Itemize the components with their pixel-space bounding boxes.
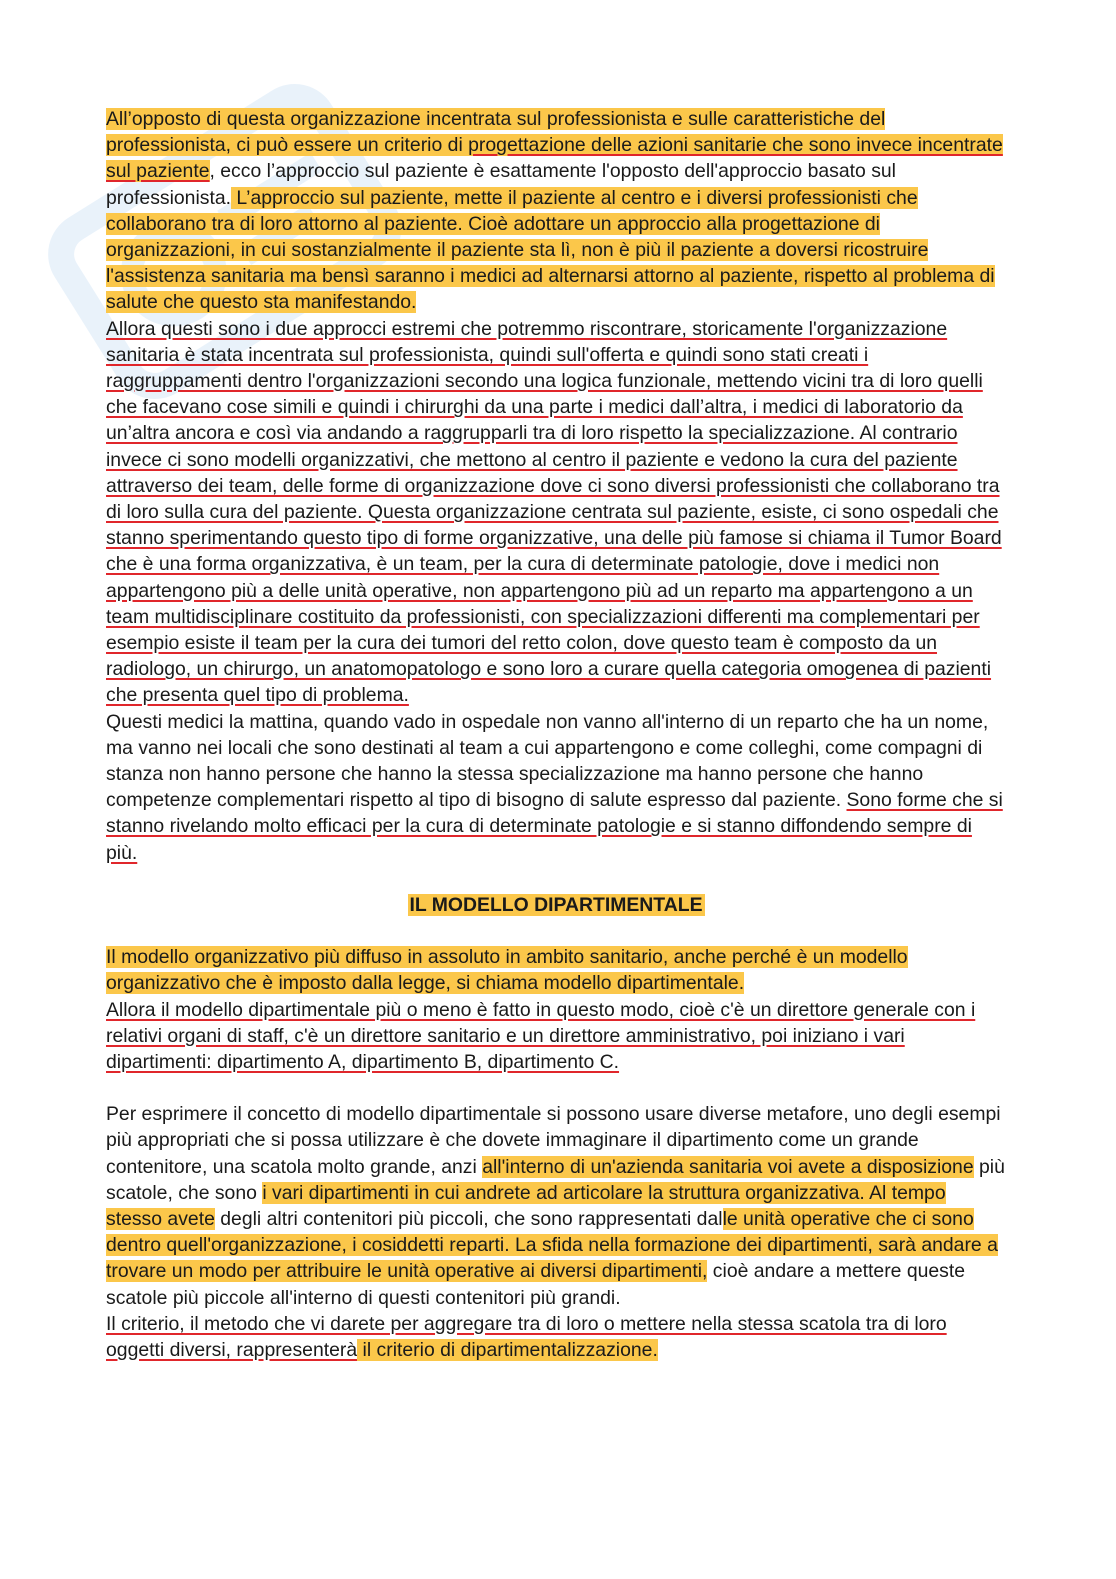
paragraph-patient-approach: [106, 106, 1006, 316]
underline: Allora questi sono i due approcci estremi che potremmo riscontrare, storicamente l'organizzazione sanitaria è stata incentrata sul professionista, quindi sull'offerta e quindi sono stati creati i raggruppamenti dentro l'organizzazioni secondo una logica funzionale, mettendo vicini tra di loro quelli che facevano cose simili e quindi i chirurghi da una parte i medici dall’altra, i medici di laboratorio da un’altra ancora e così via andando a raggrupparli tra di loro rispetto la specializzazione. Al contrario invece ci sono modelli organizzativi, che mettono al centro il paziente e vedono la cura del paziente attraverso dei team, delle forme di organizzazione dove ci sono diversi professionisti che collaborano tra di loro sulla cura del paziente. Questa organizzazione centrata sul paziente, esiste, ci sono ospedali che stanno sperimentando questo tipo di forme organizzative, una delle più famose si chiama il Tumor Board che è una forma organizzativa, è un team, per la cura di determinate patologie, dove i medici non appartengono più a delle unità operative, non appartengono più ad un reparto ma appartengono a un team multidisciplinare costituito da professionisti, con specializzazioni differenti ma complementari per esempio esiste il team per la cura dei tumori del retto colon, dove questo team è composto da un radiologo, un chirurgo, un anatomopatologo e sono loro a curare quella categoria omogenea di pazienti che presenta quel tipo di problema.: [106, 317, 1002, 707]
paragraph-doctors-morning: [106, 709, 1006, 866]
section-heading: [106, 892, 1006, 918]
section-heading-text: IL MODELLO DIPARTIMENTALE: [409, 893, 703, 916]
highlight-underline: progettazione delle azioni sanitarie che sono invece incentrate sul paziente: [106, 134, 1003, 183]
text: cioè andare a mettere queste scatole più piccole all'interno di questi contenitori più grandi.: [106, 1260, 966, 1309]
text: più scatole, che sono: [106, 1155, 1005, 1204]
paragraph-model-structure: [106, 997, 1006, 1076]
paragraph-two-approaches: [106, 316, 1006, 709]
document-body: [106, 106, 1006, 1363]
underline: Il criterio, il metodo che vi darete per aggregare tra di loro o mettere nella stessa scatola tra di loro oggetti diversi, rappresenterà: [106, 1312, 947, 1361]
highlight: i vari dipartimenti in cui andrete ad articolare la struttura organizzativa. Al tempo stesso avete: [106, 1181, 946, 1230]
highlight: All’opposto di questa organizzazione incentrata sul professionista e sulle caratteristiche del professionista, ci può essere un criterio di: [106, 108, 886, 157]
text: Questi medici la mattina, quando vado in ospedale non vanno all'interno di un reparto che ha un nome, ma vanno nei locali che sono destinati al team a cui appartengono e come colleghi, come compagni di stanza non hanno persone che hanno la stessa specializzazione ma hanno persone che hanno competenze complementari rispetto al tipo di bisogno di salute espresso dal paziente.: [106, 710, 989, 812]
highlight: Il modello organizzativo più diffuso in assoluto in ambito sanitario, anche perché è un modello organizzativo che è imposto dalla legge, si chiama modello dipartimentale.: [106, 946, 908, 995]
paragraph-metaphor: [106, 1101, 1006, 1311]
highlight: all'interno di un'azienda sanitaria voi avete a disposizione: [482, 1155, 974, 1178]
text: Per esprimere il concetto di modello dipartimentale si possono usare diverse metafore, uno degli esempi più appropriati che si possa utilizzare è che dovete immaginare il dipartimento come un grande contenitore, una scatola molto grande, anzi: [106, 1103, 1001, 1178]
highlight: L’approccio sul paziente, mette il paziente al centro e i diversi professionisti che collaborano tra di loro attorno al paziente. Cioè adottare un approccio alla progettazione di organizzazioni, in cui sostanzialmente il paziente sta lì, non è più il paziente a doversi ricostruire l'assistenza sanitaria ma bensì saranno i medici ad alternarsi attorno al paziente, rispetto al problema di salute che questo sta manifestando.: [106, 186, 995, 314]
spacer: [106, 918, 1006, 944]
spacer: [106, 1075, 1006, 1101]
paragraph-model-intro: [106, 944, 1006, 996]
underline: Sono forme che si stanno rivelando molto efficaci per la cura di determinate patologie e si stanno diffondendo sempre di più.: [106, 789, 1003, 864]
text: , ecco l’approccio sul paziente è esattamente l'opposto dell'approccio basato sul professionista.: [106, 160, 896, 209]
paragraph-criterion: [106, 1311, 1006, 1363]
highlight: il criterio di dipartimentalizzazione.: [357, 1338, 658, 1361]
underline: Allora il modello dipartimentale più o meno è fatto in questo modo, cioè c'è un direttore generale con i relativi organi di staff, c'è un direttore sanitario e un direttore amministrativo, poi iniziano i vari dipartimenti: dipartimento A, dipartimento B, dipartimento C.: [106, 998, 976, 1073]
highlight: le unità operative che ci sono dentro quell'organizzazione, i cosiddetti reparti. La sfida nella formazione dei dipartimenti, sarà andare a trovare un modo per attribuire le unità operative ai diversi dipartimenti,: [106, 1207, 998, 1283]
text: degli altri contenitori più piccoli, che sono rappresentati dal: [214, 1207, 723, 1230]
spacer: [106, 866, 1006, 892]
